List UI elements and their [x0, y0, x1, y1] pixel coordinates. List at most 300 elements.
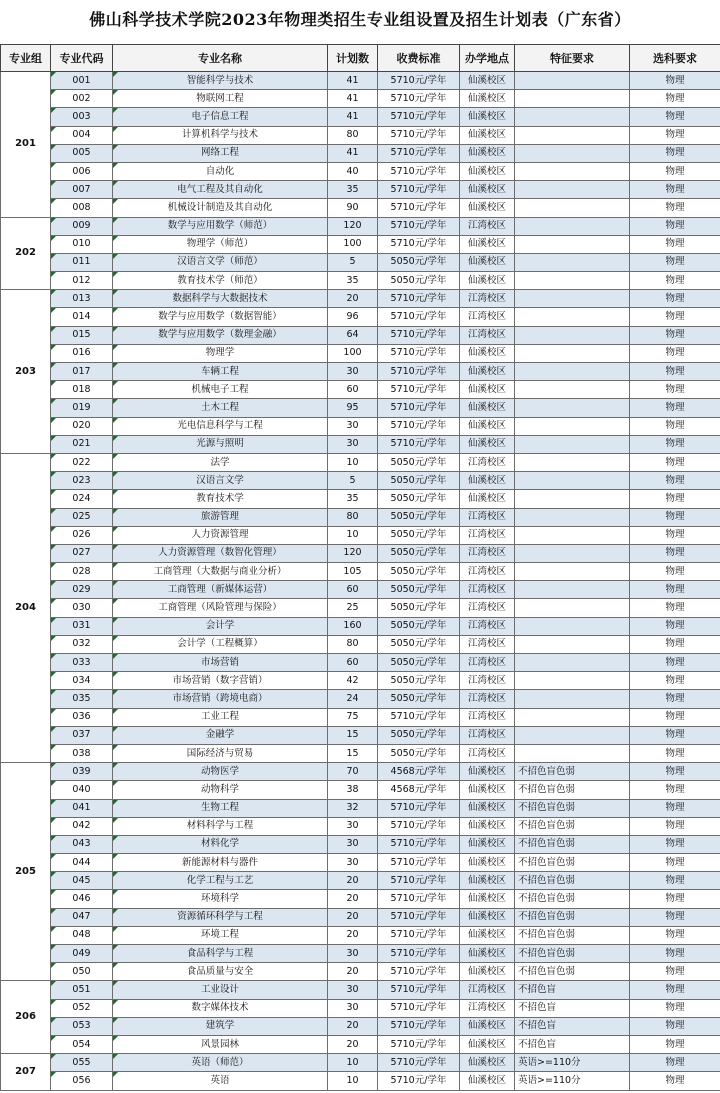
- name-cell-text: 环境科学: [200, 893, 239, 905]
- plan-cell-text: 10: [346, 1074, 359, 1086]
- subject-cell: [630, 90, 720, 108]
- name-cell: [113, 708, 328, 726]
- campus-cell: [460, 381, 515, 399]
- campus-cell-text: 仙溪校区: [467, 110, 506, 122]
- feature-cell: [515, 108, 630, 126]
- cell-marker-icon: [113, 272, 118, 277]
- cell-marker-icon: [113, 90, 118, 95]
- code-cell-text: 024: [72, 492, 91, 504]
- table-row: [1, 744, 720, 762]
- plan-cell-text: 30: [346, 1002, 359, 1014]
- name-cell-text: 金融学: [205, 729, 235, 741]
- fee-cell: [378, 599, 460, 617]
- fee-cell-text: 5710元/学年: [390, 401, 447, 413]
- plan-cell-text: 30: [346, 438, 359, 450]
- feature-cell: [515, 1017, 630, 1035]
- feature-cell-text: 不招色盲: [518, 1002, 557, 1014]
- plan-cell: [328, 835, 378, 853]
- code-cell-text: 004: [72, 129, 91, 141]
- code-cell-text: 053: [72, 1020, 91, 1032]
- subject-cell: [630, 617, 720, 635]
- campus-cell-text: 仙溪校区: [467, 856, 506, 868]
- subject-cell-text: 物理: [665, 674, 685, 686]
- plan-cell-text: 105: [343, 565, 362, 577]
- campus-cell: [460, 981, 515, 999]
- code-cell: [51, 453, 113, 471]
- fee-cell: [378, 363, 460, 381]
- campus-cell-text: 仙溪校区: [467, 1074, 506, 1086]
- code-cell: [51, 654, 113, 672]
- name-cell: [113, 308, 328, 326]
- campus-cell: [460, 872, 515, 890]
- code-cell: [51, 326, 113, 344]
- name-cell-text: 机械设计制造及其自动化: [167, 201, 273, 213]
- cell-marker-icon: [113, 108, 118, 113]
- code-cell: [51, 726, 113, 744]
- cell-marker-icon: [51, 800, 56, 805]
- fee-cell-text: 5710元/学年: [390, 1074, 447, 1086]
- fee-cell: [378, 999, 460, 1017]
- fee-cell: [378, 199, 460, 217]
- cell-marker-icon: [113, 181, 118, 186]
- subject-cell-text: 物理: [665, 783, 685, 795]
- campus-cell-text: 江湾校区: [467, 747, 506, 759]
- name-cell: [113, 453, 328, 471]
- plan-cell-text: 20: [346, 929, 359, 941]
- campus-cell: [460, 708, 515, 726]
- code-cell: [51, 108, 113, 126]
- plan-cell-text: 30: [346, 856, 359, 868]
- subject-cell: [630, 890, 720, 908]
- table-row: [1, 508, 720, 526]
- plan-cell: [328, 72, 378, 90]
- code-cell: [51, 908, 113, 926]
- code-cell: [51, 508, 113, 526]
- cell-marker-icon: [113, 308, 118, 313]
- cell-marker-icon: [51, 872, 56, 877]
- plan-cell: [328, 635, 378, 653]
- cell-marker-icon: [51, 890, 56, 895]
- code-cell-text: 022: [72, 456, 91, 468]
- campus-cell: [460, 835, 515, 853]
- campus-cell-text: 江湾校区: [467, 547, 506, 559]
- name-cell: [113, 726, 328, 744]
- table-row: [1, 1017, 720, 1035]
- campus-cell-text: 江湾校区: [467, 638, 506, 650]
- campus-cell-text: 仙溪校区: [467, 420, 506, 432]
- campus-cell: [460, 854, 515, 872]
- table-row: [1, 381, 720, 399]
- name-cell: [113, 290, 328, 308]
- code-cell-text: 028: [72, 565, 91, 577]
- campus-cell-text: 仙溪校区: [467, 74, 506, 86]
- fee-cell: [378, 526, 460, 544]
- plan-cell: [328, 872, 378, 890]
- table-row: [1, 1035, 720, 1053]
- code-cell-text: 012: [72, 274, 91, 286]
- campus-cell-text: 仙溪校区: [467, 929, 506, 941]
- cell-marker-icon: [113, 163, 118, 168]
- cell-marker-icon: [113, 690, 118, 695]
- group-cell: 207: [1, 1054, 51, 1090]
- campus-cell: [460, 908, 515, 926]
- fee-cell: [378, 799, 460, 817]
- campus-cell: [460, 690, 515, 708]
- campus-cell: [460, 144, 515, 162]
- code-cell: [51, 162, 113, 180]
- cell-marker-icon: [113, 854, 118, 859]
- code-cell: [51, 835, 113, 853]
- name-cell: [113, 217, 328, 235]
- campus-cell-text: 江湾校区: [467, 620, 506, 632]
- name-cell: [113, 817, 328, 835]
- name-cell-text: 数学与应用数学（数理金融）: [158, 329, 282, 341]
- name-cell: [113, 399, 328, 417]
- plan-cell-text: 30: [346, 947, 359, 959]
- plan-cell-text: 70: [346, 765, 359, 777]
- campus-cell: [460, 781, 515, 799]
- name-cell: [113, 162, 328, 180]
- feature-cell-text: 不招色盲: [518, 1038, 557, 1050]
- cell-marker-icon: [51, 436, 56, 441]
- name-cell-text: 数学与应用数学（师范）: [167, 220, 273, 232]
- subject-cell: [630, 726, 720, 744]
- campus-cell: [460, 490, 515, 508]
- campus-cell: [460, 417, 515, 435]
- feature-cell: [515, 763, 630, 781]
- subject-cell: [630, 799, 720, 817]
- fee-cell-text: 5050元/学年: [390, 456, 447, 468]
- plan-cell-text: 20: [346, 1038, 359, 1050]
- plan-cell: [328, 999, 378, 1017]
- cell-marker-icon: [113, 363, 118, 368]
- campus-cell-text: 江湾校区: [467, 329, 506, 341]
- feature-cell: [515, 1035, 630, 1053]
- feature-cell-text: 不招色盲色弱: [518, 765, 576, 777]
- plan-cell: [328, 508, 378, 526]
- table-row: [1, 144, 720, 162]
- campus-cell-text: 江湾校区: [467, 529, 506, 541]
- subject-cell-text: 物理: [665, 965, 685, 977]
- name-cell: [113, 908, 328, 926]
- subject-cell-text: 物理: [665, 1020, 685, 1032]
- plan-cell-text: 5: [349, 474, 356, 486]
- code-cell: [51, 799, 113, 817]
- group-cell: 206: [1, 981, 51, 1054]
- cell-marker-icon: [113, 472, 118, 477]
- cell-marker-icon: [113, 454, 118, 459]
- cell-marker-icon: [51, 636, 56, 641]
- table-row: [1, 253, 720, 271]
- fee-cell-text: 5710元/学年: [390, 711, 447, 723]
- subject-cell: [630, 908, 720, 926]
- plan-cell-text: 30: [346, 838, 359, 850]
- code-cell: [51, 217, 113, 235]
- subject-cell-text: 物理: [665, 311, 685, 323]
- name-cell-text: 车辆工程: [200, 365, 239, 377]
- table-row: [1, 526, 720, 544]
- fee-cell: [378, 945, 460, 963]
- cell-marker-icon: [51, 308, 56, 313]
- cell-marker-icon: [113, 745, 118, 750]
- feature-cell: [515, 544, 630, 562]
- feature-cell: [515, 635, 630, 653]
- code-cell: [51, 181, 113, 199]
- subject-cell: [630, 272, 720, 290]
- campus-cell-text: 江湾校区: [467, 583, 506, 595]
- plan-cell-text: 80: [346, 638, 359, 650]
- fee-cell-text: 5710元/学年: [390, 1020, 447, 1032]
- cell-marker-icon: [51, 509, 56, 514]
- table-body: [1, 72, 720, 1091]
- plan-cell: [328, 472, 378, 490]
- subject-cell: [630, 399, 720, 417]
- cell-marker-icon: [113, 545, 118, 550]
- feature-cell-text: 不招色盲色弱: [518, 911, 576, 923]
- fee-cell-text: 5710元/学年: [390, 1056, 447, 1068]
- feature-cell: [515, 308, 630, 326]
- campus-cell: [460, 235, 515, 253]
- campus-cell: [460, 308, 515, 326]
- table-row: [1, 217, 720, 235]
- code-cell-text: 034: [72, 674, 91, 686]
- feature-cell: [515, 926, 630, 944]
- code-cell-text: 013: [72, 292, 91, 304]
- subject-cell: [630, 708, 720, 726]
- subject-cell-text: 物理: [665, 92, 685, 104]
- plan-cell-text: 80: [346, 511, 359, 523]
- fee-cell-text: 5050元/学年: [390, 602, 447, 614]
- feature-cell: [515, 290, 630, 308]
- subject-cell: [630, 563, 720, 581]
- plan-cell: [328, 963, 378, 981]
- fee-cell: [378, 890, 460, 908]
- plan-cell-text: 60: [346, 583, 359, 595]
- name-cell: [113, 490, 328, 508]
- campus-cell-text: 仙溪校区: [467, 256, 506, 268]
- table-row: [1, 490, 720, 508]
- fee-cell-text: 5710元/学年: [390, 129, 447, 141]
- cell-marker-icon: [51, 545, 56, 550]
- fee-cell: [378, 926, 460, 944]
- cell-marker-icon: [113, 563, 118, 568]
- campus-cell: [460, 926, 515, 944]
- code-cell: [51, 308, 113, 326]
- fee-cell: [378, 581, 460, 599]
- fee-cell-text: 5710元/学年: [390, 802, 447, 814]
- table-row: [1, 617, 720, 635]
- name-cell-text: 材料化学: [200, 838, 239, 850]
- code-cell: [51, 963, 113, 981]
- fee-cell-text: 5710元/学年: [390, 329, 447, 341]
- table-row: [1, 763, 720, 781]
- feature-cell: [515, 181, 630, 199]
- name-cell: [113, 417, 328, 435]
- subject-cell-text: 物理: [665, 1002, 685, 1014]
- feature-cell: [515, 526, 630, 544]
- code-cell-text: 017: [72, 365, 91, 377]
- table-row: [1, 872, 720, 890]
- feature-cell-text: 不招色盲色弱: [518, 929, 576, 941]
- cell-marker-icon: [113, 236, 118, 241]
- campus-cell-text: 江湾校区: [467, 711, 506, 723]
- subject-cell: [630, 635, 720, 653]
- feature-cell: [515, 508, 630, 526]
- name-cell: [113, 999, 328, 1017]
- name-cell-text: 生物工程: [200, 802, 239, 814]
- cell-marker-icon: [51, 581, 56, 586]
- feature-cell: [515, 890, 630, 908]
- campus-cell-text: 仙溪校区: [467, 1056, 506, 1068]
- feature-cell: [515, 217, 630, 235]
- table-row: [1, 162, 720, 180]
- cell-marker-icon: [51, 90, 56, 95]
- campus-cell-text: 仙溪校区: [467, 383, 506, 395]
- subject-cell-text: 物理: [665, 765, 685, 777]
- feature-cell-text: 不招色盲: [518, 983, 557, 995]
- campus-cell: [460, 90, 515, 108]
- code-cell: [51, 126, 113, 144]
- cell-marker-icon: [51, 745, 56, 750]
- fee-cell-text: 5710元/学年: [390, 965, 447, 977]
- table-row: [1, 908, 720, 926]
- campus-cell: [460, 563, 515, 581]
- cell-marker-icon: [113, 254, 118, 259]
- campus-cell-text: 江湾校区: [467, 674, 506, 686]
- fee-cell: [378, 817, 460, 835]
- feature-cell: [515, 435, 630, 453]
- subject-cell-text: 物理: [665, 1038, 685, 1050]
- plan-cell: [328, 599, 378, 617]
- code-cell: [51, 1072, 113, 1090]
- cell-marker-icon: [113, 345, 118, 350]
- table-row: [1, 326, 720, 344]
- plan-cell-text: 80: [346, 129, 359, 141]
- code-cell-text: 021: [72, 438, 91, 450]
- cell-marker-icon: [51, 218, 56, 223]
- campus-cell-text: 仙溪校区: [467, 802, 506, 814]
- name-cell: [113, 472, 328, 490]
- name-cell-text: 光源与照明: [196, 438, 244, 450]
- plan-cell: [328, 417, 378, 435]
- table-row: [1, 799, 720, 817]
- campus-cell: [460, 363, 515, 381]
- name-cell-text: 风景园林: [200, 1038, 239, 1050]
- campus-cell-text: 仙溪校区: [467, 893, 506, 905]
- fee-cell: [378, 872, 460, 890]
- feature-cell: [515, 144, 630, 162]
- subject-cell: [630, 763, 720, 781]
- name-cell: [113, 690, 328, 708]
- fee-cell: [378, 963, 460, 981]
- plan-cell: [328, 108, 378, 126]
- fee-cell-text: 5710元/学年: [390, 201, 447, 213]
- code-cell: [51, 472, 113, 490]
- cell-marker-icon: [113, 218, 118, 223]
- subject-cell: [630, 290, 720, 308]
- fee-cell: [378, 1072, 460, 1090]
- name-cell: [113, 599, 328, 617]
- fee-cell-text: 5710元/学年: [390, 183, 447, 195]
- fee-cell-text: 5710元/学年: [390, 838, 447, 850]
- campus-cell: [460, 1017, 515, 1035]
- subject-cell-text: 物理: [665, 238, 685, 250]
- code-cell-text: 027: [72, 547, 91, 559]
- subject-cell: [630, 1072, 720, 1090]
- cell-marker-icon: [51, 945, 56, 950]
- code-cell-text: 018: [72, 383, 91, 395]
- table-row: [1, 199, 720, 217]
- fee-cell-text: 5710元/学年: [390, 365, 447, 377]
- cell-marker-icon: [113, 636, 118, 641]
- fee-cell: [378, 90, 460, 108]
- name-cell: [113, 563, 328, 581]
- fee-cell: [378, 472, 460, 490]
- code-cell-text: 008: [72, 201, 91, 213]
- plan-cell-text: 35: [346, 492, 359, 504]
- name-cell: [113, 945, 328, 963]
- header-subject: 选科要求: [630, 45, 720, 72]
- code-cell-text: 042: [72, 820, 91, 832]
- fee-cell-text: 5050元/学年: [390, 274, 447, 286]
- campus-cell-text: 仙溪校区: [467, 911, 506, 923]
- campus-cell-text: 仙溪校区: [467, 238, 506, 250]
- name-cell-text: 数学与应用数学（数据智能）: [158, 311, 282, 323]
- name-cell-text: 电气工程及其自动化: [177, 183, 263, 195]
- fee-cell-text: 5710元/学年: [390, 383, 447, 395]
- table-row: [1, 399, 720, 417]
- cell-marker-icon: [113, 909, 118, 914]
- name-cell: [113, 963, 328, 981]
- cell-marker-icon: [113, 654, 118, 659]
- cell-marker-icon: [113, 1072, 118, 1077]
- campus-cell-text: 仙溪校区: [467, 783, 506, 795]
- feature-cell: [515, 272, 630, 290]
- name-cell-text: 市场营销（跨境电商）: [172, 692, 268, 704]
- plan-cell-text: 20: [346, 893, 359, 905]
- plan-cell: [328, 544, 378, 562]
- campus-cell-text: 江湾校区: [467, 983, 506, 995]
- campus-cell: [460, 472, 515, 490]
- plan-cell: [328, 926, 378, 944]
- plan-cell: [328, 253, 378, 271]
- subject-cell-text: 物理: [665, 401, 685, 413]
- feature-cell: [515, 235, 630, 253]
- header-plan: 计划数: [328, 45, 378, 72]
- code-cell-text: 010: [72, 238, 91, 250]
- campus-cell: [460, 599, 515, 617]
- plan-cell: [328, 435, 378, 453]
- campus-cell-text: 仙溪校区: [467, 201, 506, 213]
- subject-cell: [630, 235, 720, 253]
- cell-marker-icon: [51, 490, 56, 495]
- plan-cell: [328, 526, 378, 544]
- subject-cell-text: 物理: [665, 856, 685, 868]
- plan-cell: [328, 945, 378, 963]
- name-cell: [113, 199, 328, 217]
- feature-cell: [515, 490, 630, 508]
- subject-cell-text: 物理: [665, 529, 685, 541]
- name-cell-text: 土木工程: [200, 401, 239, 413]
- fee-cell: [378, 708, 460, 726]
- fee-cell-text: 5050元/学年: [390, 583, 447, 595]
- campus-cell: [460, 162, 515, 180]
- campus-cell: [460, 1054, 515, 1072]
- name-cell: [113, 654, 328, 672]
- subject-cell: [630, 308, 720, 326]
- fee-cell-text: 5050元/学年: [390, 565, 447, 577]
- subject-cell-text: 物理: [665, 547, 685, 559]
